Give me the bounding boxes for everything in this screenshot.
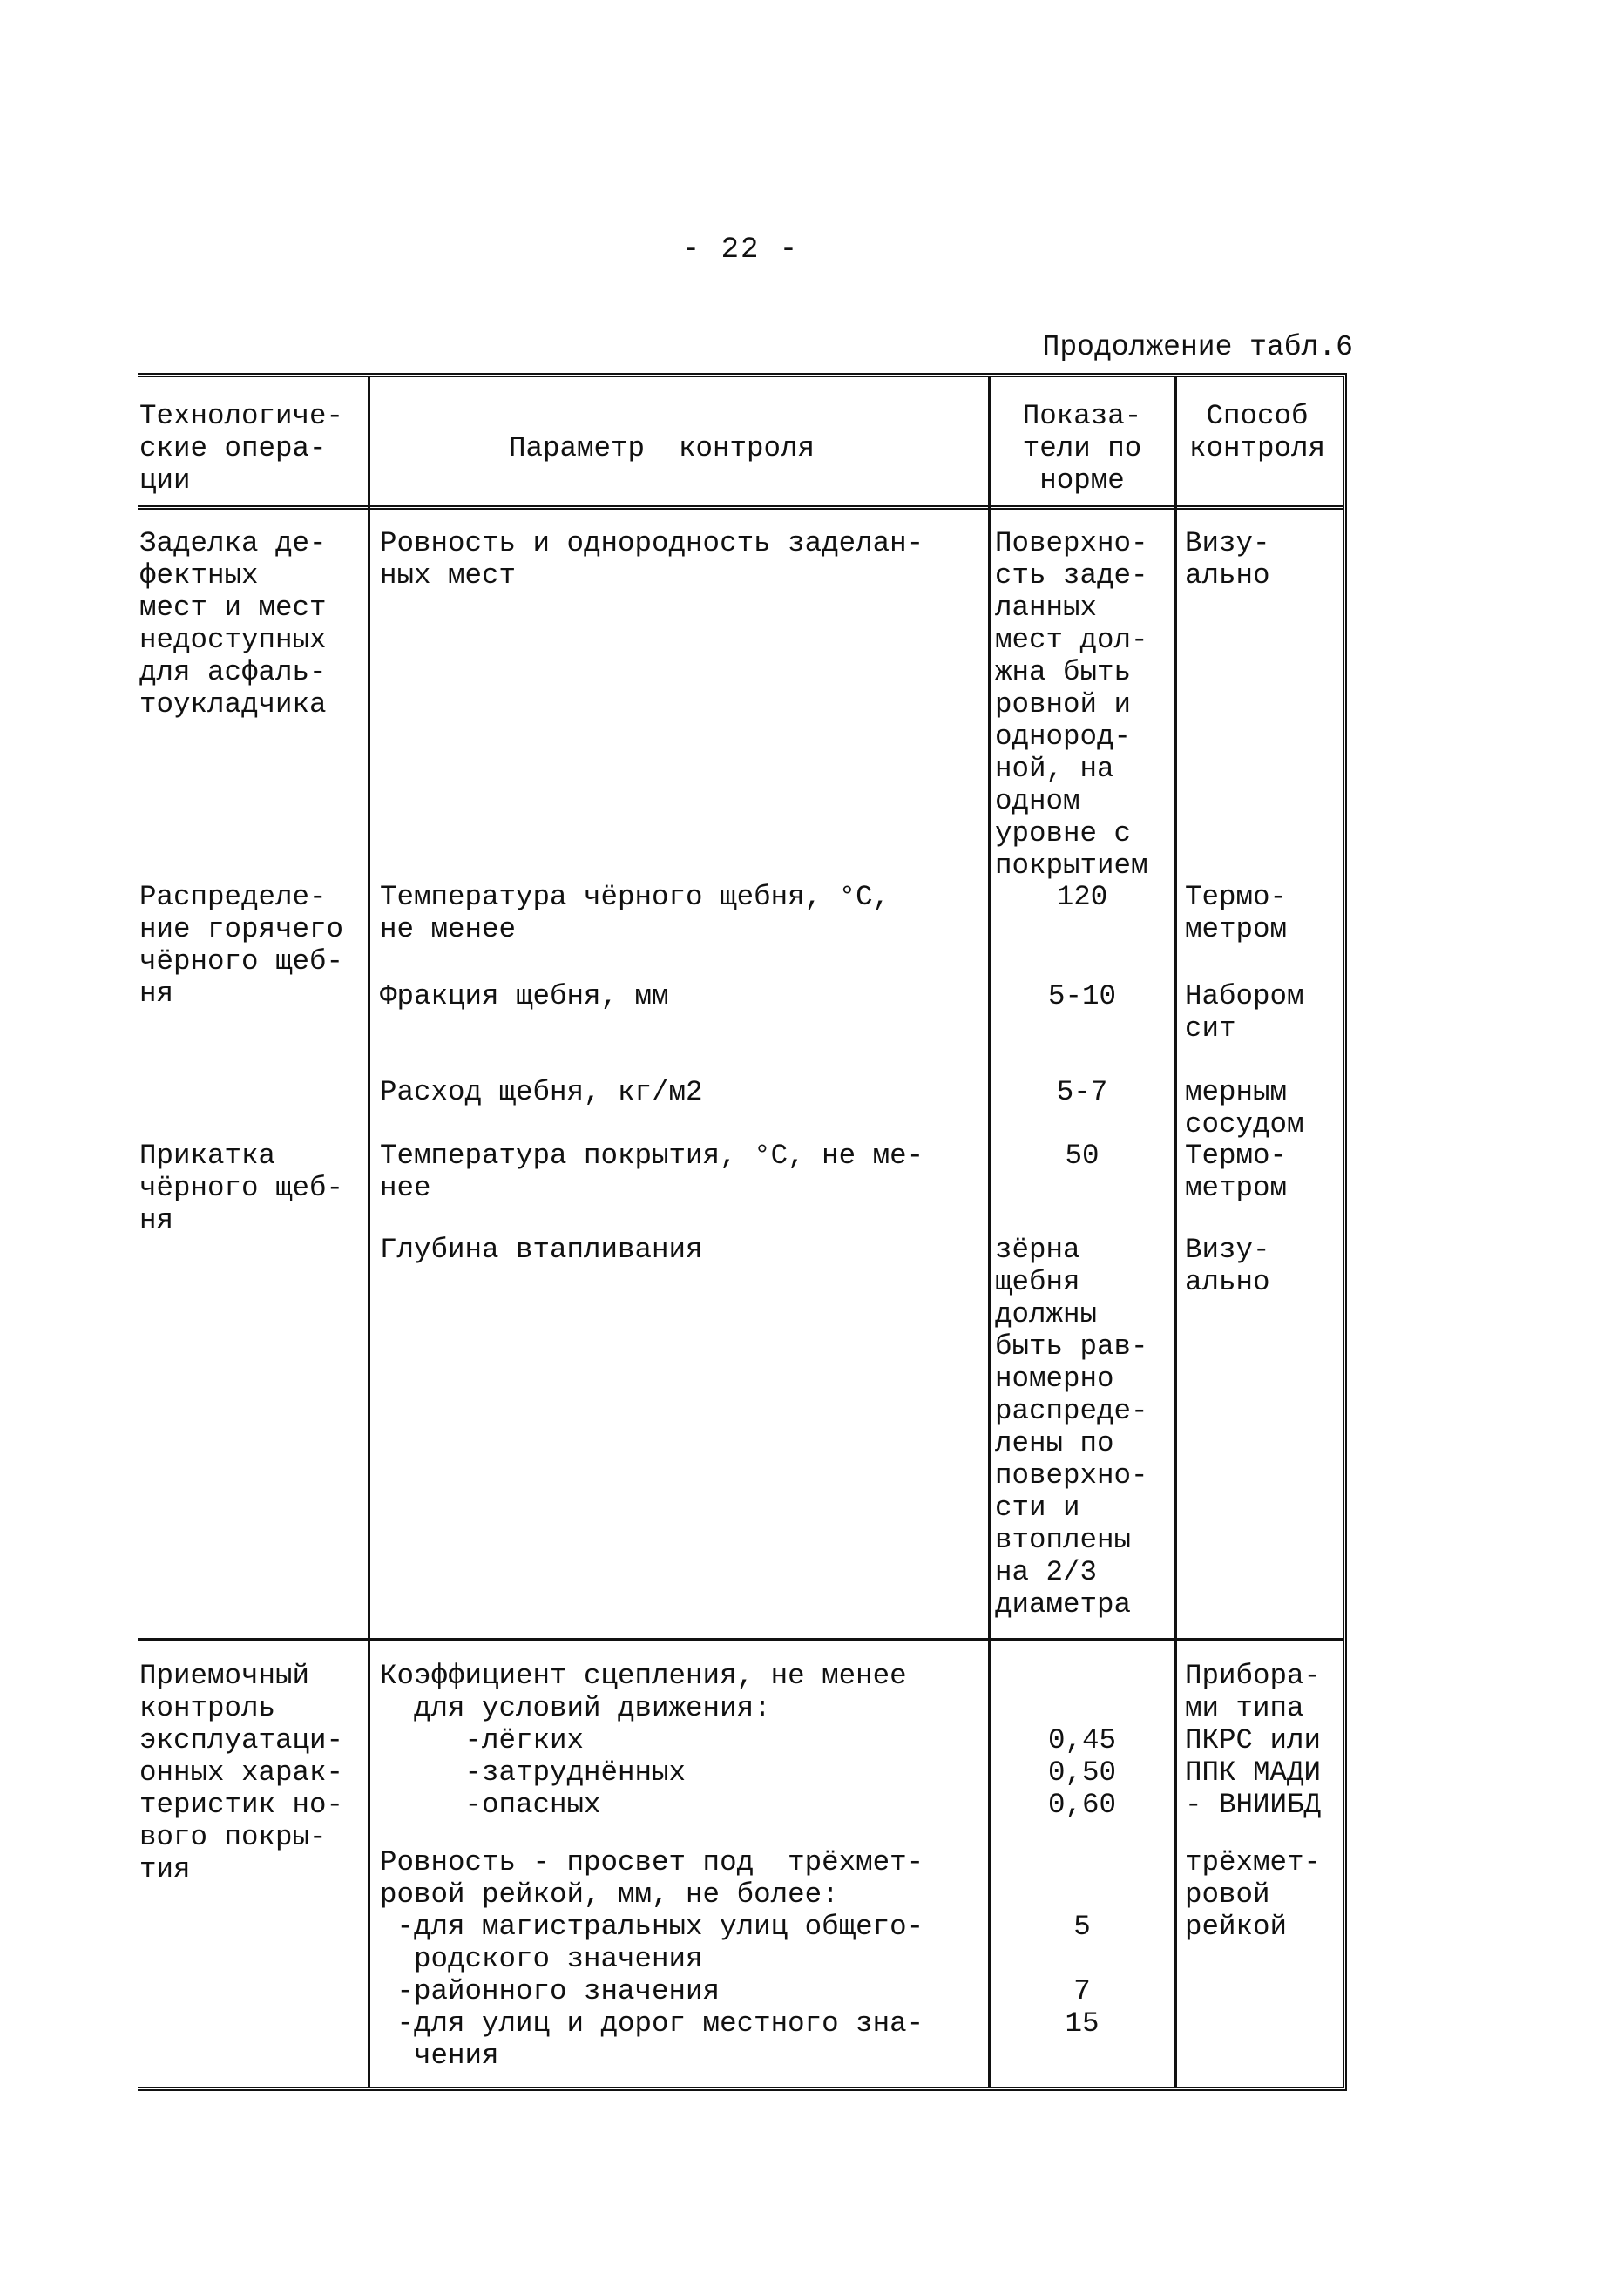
header-rule: [138, 505, 1343, 510]
col-divider-3: [1174, 377, 1177, 2087]
header-method: Способ контроля: [1188, 400, 1326, 464]
header-norm: Показа- тели по норме: [1022, 400, 1142, 497]
row1-parameter: Ровность и однородность заделан- ных мест: [380, 527, 924, 592]
row1-operation: Заделка де- фектных мест и мест недоступных для асфаль- тоукладчика: [139, 527, 327, 721]
row3-parameter-temperature: Температура покрытия, °С, не ме- нее: [380, 1140, 924, 1204]
row2-method-fraction: Набором сит: [1185, 980, 1304, 1045]
row1-norm: Поверхно- сть заде- ланных мест дол- жна быть ровной и однород- ной, на одном уровне с покрытием: [995, 527, 1148, 882]
row4-parameter-evenness: Ровность - просвет под трёхмет- ровой рейкой, мм, не более: -для магистральных улиц общего- родского значения -районного значения -для улиц и дорог местного зна- чения: [380, 1846, 924, 2072]
row2-parameter-fraction: Фракция щебня, мм: [380, 980, 669, 1012]
row4-operation: Приемочный контроль эксплуатаци- онных харак- теристик но- вого покры- тия: [139, 1660, 344, 1885]
row3-parameter-depth: Глубина втапливания: [380, 1234, 703, 1266]
row1-method: Визу- ально: [1185, 527, 1270, 592]
row3-norm-depth: зёрна щебня должны быть рав- номерно распреде- лены по поверхно- сти и втоплены на 2/3 диаметра: [995, 1234, 1148, 1621]
col-divider-2: [988, 377, 991, 2087]
row2-norm-temperature: 120: [1056, 881, 1108, 913]
row2-parameter-temperature: Температура чёрного щебня, °С, не менее: [380, 881, 890, 945]
header-parameter: Параметр контроля: [509, 432, 815, 464]
row2-method-temperature: Термо- метром: [1185, 881, 1288, 945]
row-rule-acceptance: [138, 1638, 1343, 1641]
table-continuation-label: Продолжение табл.6: [1042, 331, 1353, 363]
row2-method-consumption: мерным сосудом: [1185, 1076, 1304, 1140]
row2-operation: Распределе- ние горячего чёрного щеб- ня: [139, 881, 344, 1010]
header-operations: Технологиче- ские опера- ции: [139, 400, 344, 497]
row2-norm-fraction: 5-10: [1047, 980, 1116, 1012]
row3-method-depth: Визу- ально: [1185, 1234, 1270, 1298]
col-divider-1: [368, 377, 370, 2087]
control-table: [138, 373, 1347, 2091]
row3-operation: Прикатка чёрного щеб- ня: [139, 1140, 344, 1236]
row4-method-evenness: трёхмет- ровой рейкой: [1185, 1846, 1322, 1943]
row4-norm-evenness: 5 7 15: [1065, 1911, 1100, 2040]
row4-method-adhesion: Прибора- ми типа ПКРС или ППК МАДИ - ВНИИБД: [1185, 1660, 1322, 1821]
page-number: - 22 -: [681, 233, 800, 267]
row3-method-temperature: Термо- метром: [1185, 1140, 1288, 1204]
row4-norm-adhesion: 0,45 0,50 0,60: [1047, 1724, 1116, 1821]
row3-norm-temperature: 50: [1065, 1140, 1100, 1172]
row2-norm-consumption: 5-7: [1056, 1076, 1108, 1108]
row2-parameter-consumption: Расход щебня, кг/м2: [380, 1076, 703, 1108]
row4-parameter-adhesion: Коэффициент сцепления, не менее для условий движения: -лёгких -затруднённых -опасных: [380, 1660, 907, 1821]
